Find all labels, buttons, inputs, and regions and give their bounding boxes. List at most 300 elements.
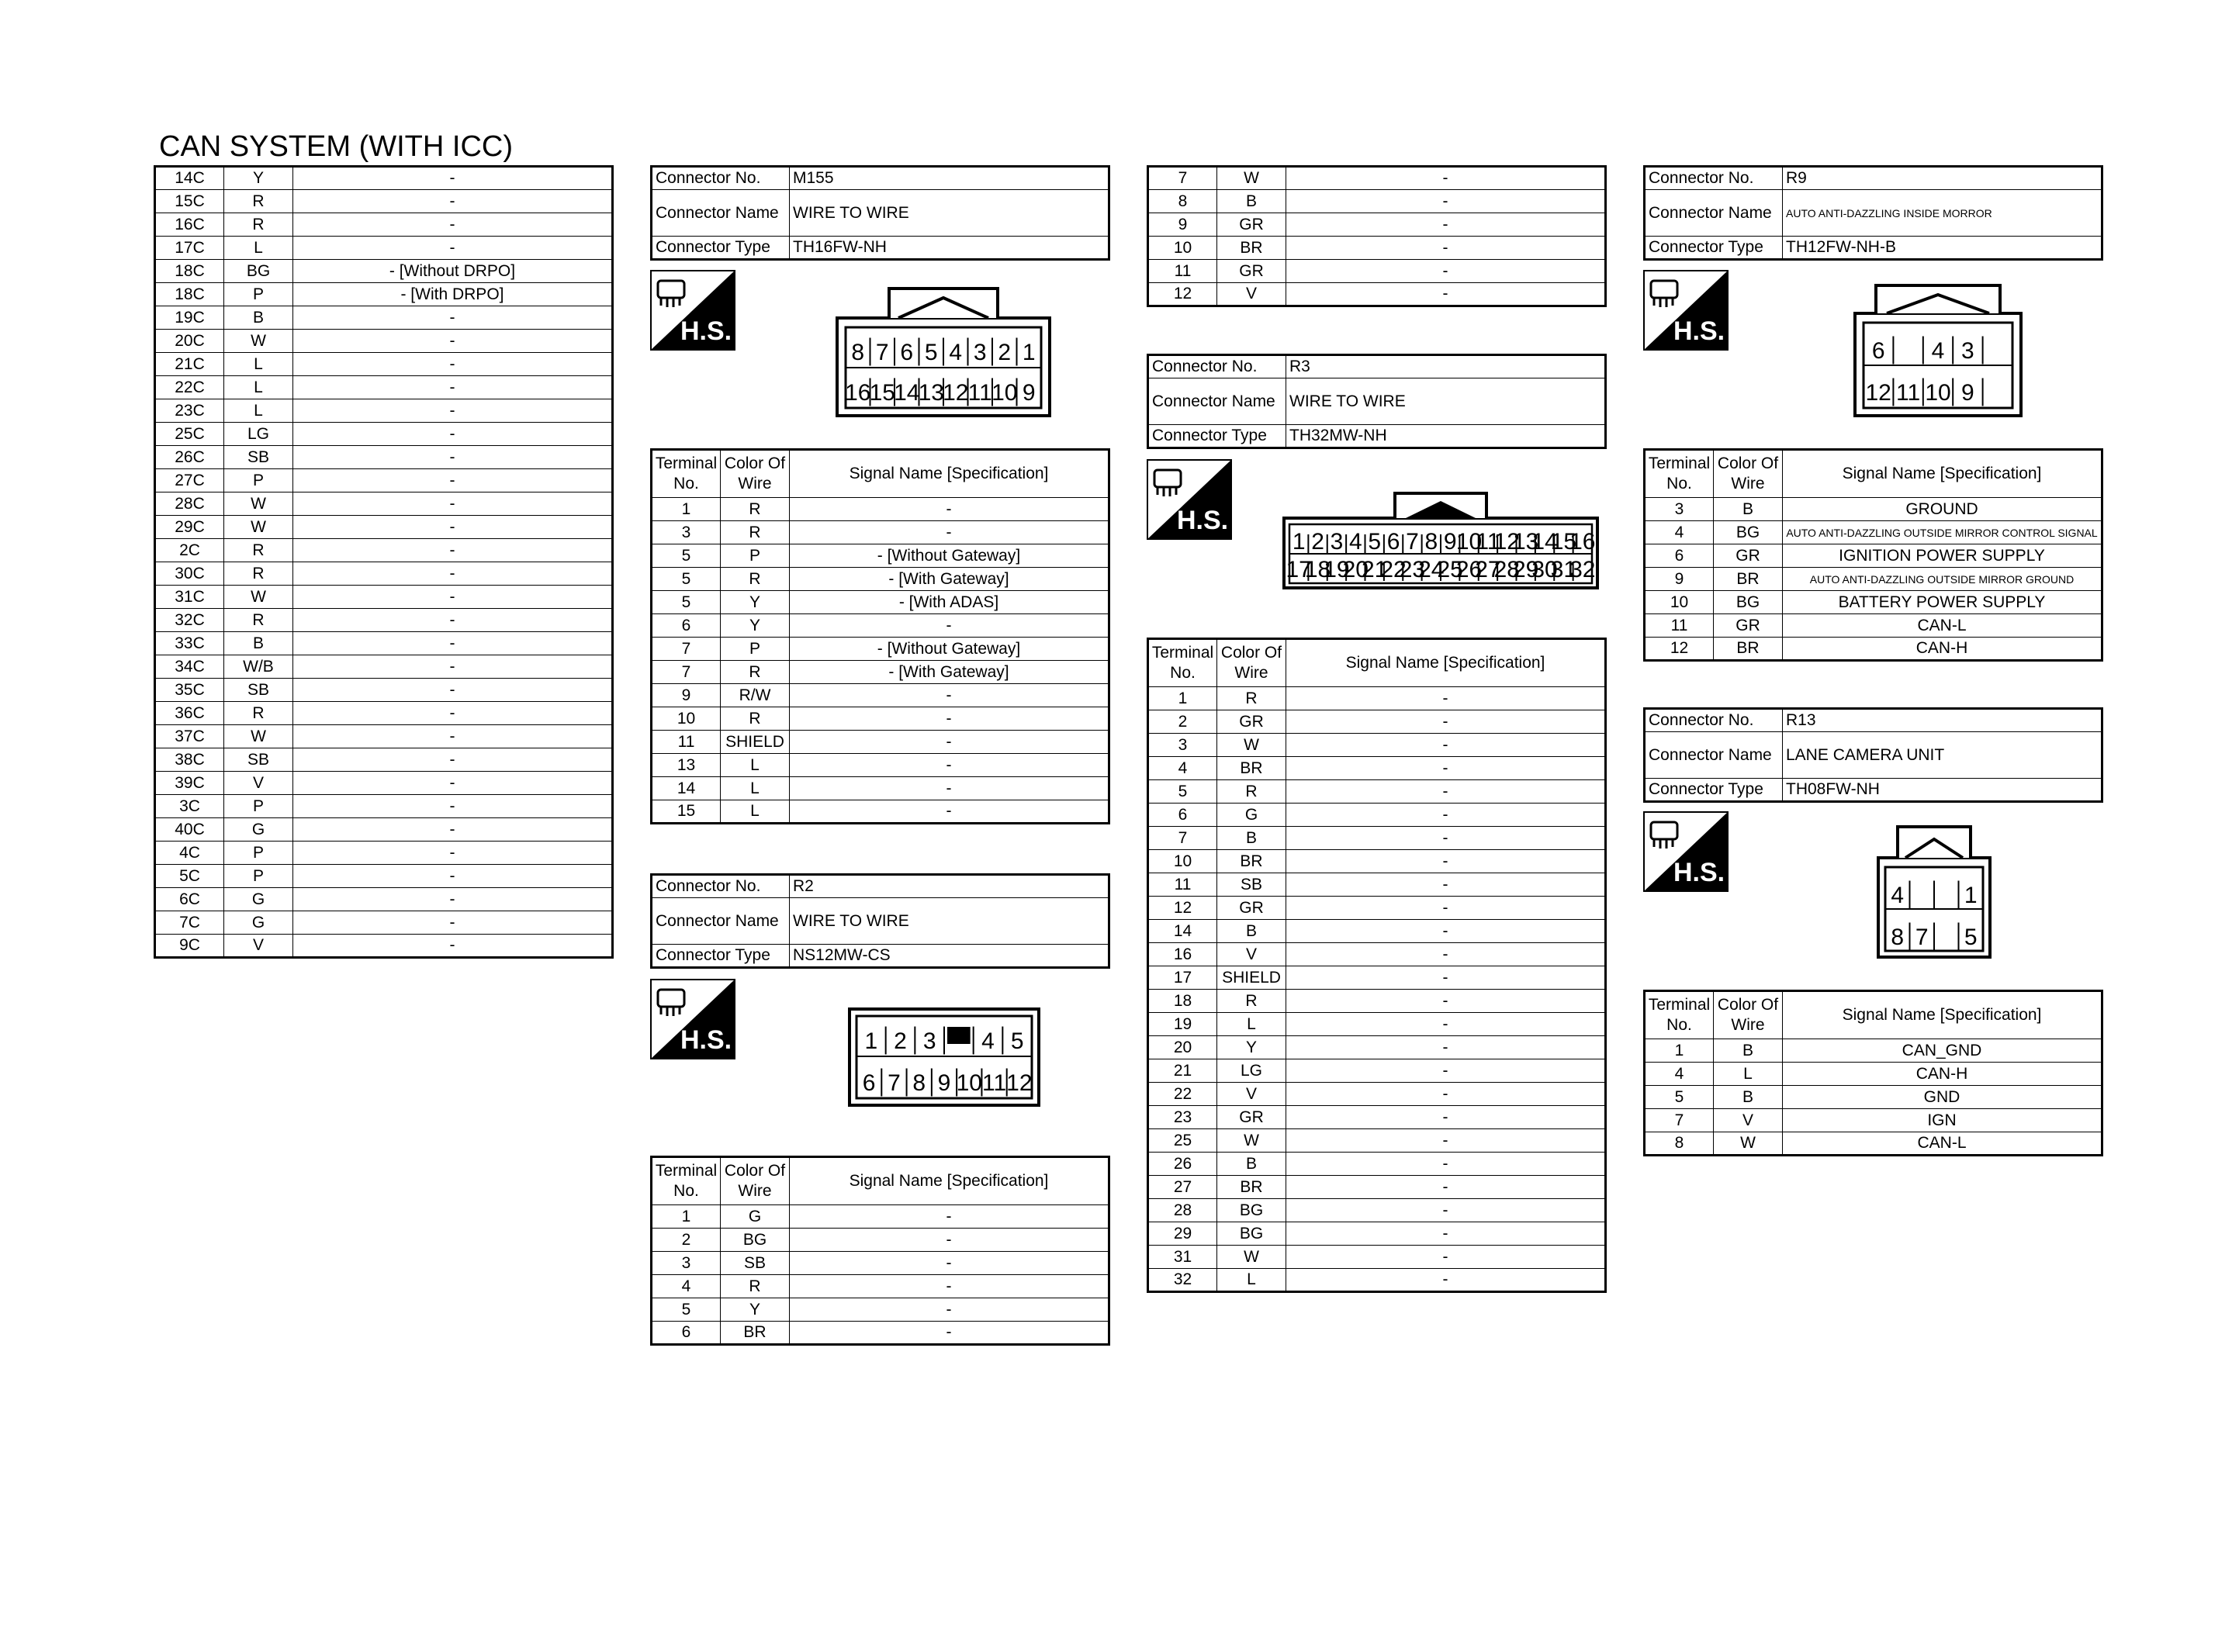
color-cell: R/W: [721, 684, 790, 707]
hs-label: H.S.: [1673, 316, 1725, 346]
signal-cell: GND: [1783, 1086, 2102, 1109]
signal-cell: -: [1286, 873, 1606, 897]
connector-pin-label: 11: [1896, 380, 1921, 406]
terminal-cell: 17: [1148, 966, 1217, 990]
hs-icon: [1643, 811, 1729, 892]
terminal-cell: 4: [1645, 521, 1714, 544]
color-cell: L: [721, 800, 790, 824]
table-row: [1645, 591, 2102, 614]
connector-pin-label: 7: [875, 340, 889, 365]
connector-pin-label: 14: [1531, 529, 1558, 555]
table-row: [1148, 1083, 1606, 1106]
connector-pin-label: 18: [1304, 557, 1331, 582]
signal-name-header: Signal Name [Specification]: [1783, 991, 2102, 1039]
signal-cell: -: [293, 539, 613, 562]
color-cell: SB: [721, 1252, 790, 1275]
color-cell: GR: [1217, 710, 1286, 734]
signal-cell: CAN-H: [1783, 638, 2102, 661]
connector-pin-label: 9: [1961, 380, 1974, 406]
table-row: [1645, 544, 2102, 568]
color-cell: W: [224, 492, 293, 516]
signal-cell: -: [293, 679, 613, 702]
signal-cell: -: [790, 777, 1109, 800]
terminal-cell: 6: [1645, 544, 1714, 568]
table-row: [155, 446, 613, 469]
color-cell: V: [1217, 1083, 1286, 1106]
connector-pin-label: 2: [1311, 529, 1324, 555]
color-cell: G: [721, 1205, 790, 1229]
table-row: [652, 638, 1109, 661]
color-cell: R: [224, 562, 293, 586]
connector-pin-label: 21: [1362, 557, 1388, 582]
signal-cell: IGN: [1783, 1109, 2102, 1132]
connector-pin-label: 22: [1380, 557, 1407, 582]
signal-cell: -: [1286, 1106, 1606, 1129]
signal-cell: -: [293, 237, 613, 260]
color-cell: R: [721, 521, 790, 544]
table-row: [652, 591, 1109, 614]
terminal-cell: 7: [1645, 1109, 1714, 1132]
table-row: [652, 1275, 1109, 1298]
color-of-wire-header: Color Of Wire: [1217, 639, 1286, 687]
color-cell: SB: [224, 748, 293, 772]
table-row: [155, 167, 613, 190]
connector-no-label: Connector No.: [1645, 167, 1783, 190]
terminal-cell: 21C: [155, 353, 224, 376]
signal-cell: -: [293, 632, 613, 655]
connector-pin-label: 26: [1455, 557, 1483, 582]
table-row: [155, 888, 613, 911]
signal-cell: -: [293, 586, 613, 609]
connector-pin-label: 16: [845, 380, 871, 406]
connector-pin-label: 10: [956, 1070, 982, 1096]
terminal-cell: 10: [1645, 591, 1714, 614]
table-row: [1645, 614, 2102, 638]
signal-cell: -: [293, 911, 613, 935]
table-row: [155, 725, 613, 748]
table-row: [1148, 237, 1606, 260]
connector-pin-label: 9: [1022, 380, 1036, 406]
connector-pin-label: 8: [1891, 924, 1905, 950]
terminal-cell: 32: [1148, 1269, 1217, 1292]
terminal-cell: 22C: [155, 376, 224, 399]
color-of-wire-header: Color Of Wire: [721, 450, 790, 498]
table-row: [155, 609, 613, 632]
table-row: [155, 795, 613, 818]
signal-cell: -: [1286, 167, 1606, 190]
table-row: [155, 679, 613, 702]
table-row: [1148, 190, 1606, 213]
terminal-cell: 15: [652, 800, 721, 824]
color-cell: Y: [721, 1298, 790, 1322]
table-row: [155, 748, 613, 772]
color-cell: BG: [1217, 1199, 1286, 1222]
connector-name-label: Connector Name: [652, 190, 790, 237]
connector-m155-diagram: [835, 285, 1052, 419]
table-row: [652, 684, 1109, 707]
signal-cell: -: [1286, 1036, 1606, 1059]
connector-pin-label: 2: [894, 1028, 907, 1054]
connector-r3-diagram: [1282, 490, 1600, 591]
connector-pin-label: 23: [1399, 557, 1426, 582]
color-cell: BG: [721, 1229, 790, 1252]
connector-pin-label: 1: [1964, 883, 1978, 908]
table-row: [1148, 757, 1606, 780]
signal-cell: -: [1286, 827, 1606, 850]
signal-cell: BATTERY POWER SUPPLY: [1783, 591, 2102, 614]
signal-cell: -: [293, 655, 613, 679]
hs-icon: [1643, 270, 1729, 351]
signal-cell: -: [1286, 1222, 1606, 1246]
signal-cell: -: [293, 213, 613, 237]
table-row: [1148, 943, 1606, 966]
color-cell: GR: [1217, 260, 1286, 283]
terminal-cell: 15C: [155, 190, 224, 213]
color-cell: B: [1217, 190, 1286, 213]
connector-no-value: R13: [1783, 709, 2102, 732]
table-row: [652, 1205, 1109, 1229]
terminal-cell: 2: [1148, 710, 1217, 734]
connector-pin-label: 20: [1342, 557, 1369, 582]
connector-pin-label: 6: [1871, 338, 1885, 364]
terminal-cell: 7C: [155, 911, 224, 935]
terminal-cell: 11: [1148, 873, 1217, 897]
connector-no-label: Connector No.: [652, 875, 790, 898]
connector-pin-label: 7: [888, 1070, 901, 1096]
hs-label: H.S.: [1176, 506, 1229, 535]
terminal-table-r2: [650, 1156, 1110, 1346]
connector-type-value: TH08FW-NH: [1783, 779, 2102, 802]
connector-name-value: LANE CAMERA UNIT: [1783, 732, 2102, 779]
connector-info-r9: [1643, 165, 2103, 261]
terminal-cell: 39C: [155, 772, 224, 795]
terminal-cell: 6: [652, 614, 721, 638]
terminal-cell: 16C: [155, 213, 224, 237]
connector-pin-label: 25: [1437, 557, 1463, 582]
color-cell: SB: [224, 679, 293, 702]
connector-pin-label: 32: [1569, 557, 1596, 582]
connector-no-label: Connector No.: [1645, 709, 1783, 732]
signal-cell: -: [790, 1252, 1109, 1275]
color-cell: G: [224, 888, 293, 911]
terminal-cell: 11: [1645, 614, 1714, 638]
signal-cell: -: [293, 748, 613, 772]
terminal-cell: 2C: [155, 539, 224, 562]
table-row: [652, 800, 1109, 824]
color-cell: BR: [1714, 568, 1783, 591]
color-of-wire-header: Color Of Wire: [721, 1157, 790, 1205]
hs-icon: [1147, 459, 1232, 540]
signal-cell: -: [1286, 966, 1606, 990]
page-title: CAN SYSTEM (WITH ICC): [159, 130, 513, 163]
terminal-cell: 1: [1645, 1039, 1714, 1063]
terminal-cell: 29C: [155, 516, 224, 539]
terminal-cell: 3: [1645, 498, 1714, 521]
signal-cell: -: [1286, 1246, 1606, 1269]
connector-pin-label: 9: [937, 1070, 951, 1096]
terminal-cell: 5C: [155, 865, 224, 888]
table-row: [155, 818, 613, 842]
color-cell: GR: [1217, 897, 1286, 920]
connector-pin-label: 24: [1418, 557, 1445, 582]
connector-pin-label: 16: [1569, 529, 1596, 555]
signal-cell: -: [293, 516, 613, 539]
terminal-cell: 26: [1148, 1153, 1217, 1176]
terminal-no-header: Terminal No.: [1148, 639, 1217, 687]
signal-cell: -: [790, 498, 1109, 521]
table-row: [1645, 1086, 2102, 1109]
color-cell: B: [1714, 1086, 1783, 1109]
table-row: [652, 614, 1109, 638]
terminal-table-r13: [1643, 990, 2103, 1156]
table-row: [652, 1298, 1109, 1322]
signal-cell: -: [1286, 260, 1606, 283]
connector-pin-label: 4: [1891, 883, 1905, 908]
connector-pin-label: 1: [1292, 529, 1306, 555]
signal-cell: -: [790, 1275, 1109, 1298]
color-cell: BG: [1217, 1222, 1286, 1246]
terminal-cell: 5: [1148, 780, 1217, 804]
color-cell: GR: [1714, 614, 1783, 638]
color-cell: W: [224, 330, 293, 353]
connector-pin-label: 12: [943, 380, 969, 406]
signal-cell: -: [293, 353, 613, 376]
signal-cell: -: [790, 521, 1109, 544]
connector-type-value: TH12FW-NH-B: [1783, 237, 2102, 260]
connector-pin-label: 11: [981, 1070, 1007, 1096]
terminal-cell: 6: [1148, 804, 1217, 827]
hs-label: H.S.: [680, 1025, 732, 1055]
table-row: [1148, 260, 1606, 283]
connector-type-value: TH32MW-NH: [1286, 425, 1606, 448]
signal-cell: -: [790, 1322, 1109, 1345]
table-row: [1148, 1036, 1606, 1059]
color-cell: LG: [1217, 1059, 1286, 1083]
terminal-cell: 7: [652, 638, 721, 661]
color-cell: Y: [721, 591, 790, 614]
connector-pin-label: 30: [1531, 557, 1558, 582]
table-row: [1148, 897, 1606, 920]
connector-pin-label: 15: [869, 380, 895, 406]
terminal-cell: 8: [1148, 190, 1217, 213]
connector-pin-label: 7: [1406, 529, 1419, 555]
table-row: [155, 190, 613, 213]
signal-cell: -: [293, 865, 613, 888]
color-cell: BG: [224, 260, 293, 283]
table-row: [155, 423, 613, 446]
signal-cell: AUTO ANTI-DAZZLING OUTSIDE MIRROR CONTROL SIGNAL: [1783, 521, 2102, 544]
terminal-cell: 5: [652, 1298, 721, 1322]
connector-info-r13: [1643, 707, 2103, 803]
signal-cell: -: [790, 707, 1109, 731]
table-row: [1645, 498, 2102, 521]
color-cell: R: [224, 609, 293, 632]
connector-pin-label: 12: [1865, 380, 1891, 406]
terminal-cell: 13: [652, 754, 721, 777]
terminal-cell: 3: [652, 1252, 721, 1275]
color-cell: B: [1714, 498, 1783, 521]
signal-cell: -: [293, 842, 613, 865]
terminal-cell: 38C: [155, 748, 224, 772]
table-row: [1148, 780, 1606, 804]
connector-name-label: Connector Name: [1645, 732, 1783, 779]
connector-no-value: M155: [790, 167, 1109, 190]
color-cell: P: [224, 865, 293, 888]
color-cell: W: [224, 516, 293, 539]
color-cell: L: [224, 353, 293, 376]
terminal-cell: 36C: [155, 702, 224, 725]
connector-pin-label: 13: [1513, 529, 1539, 555]
signal-cell: -: [293, 306, 613, 330]
terminal-cell: 33C: [155, 632, 224, 655]
connector-pin-label: 1: [1022, 340, 1036, 365]
table-row: [155, 702, 613, 725]
terminal-cell: 40C: [155, 818, 224, 842]
color-cell: L: [1217, 1013, 1286, 1036]
connector-type-value: NS12MW-CS: [790, 945, 1109, 968]
connector-pin-label: 15: [1550, 529, 1577, 555]
terminal-cell: 10: [1148, 237, 1217, 260]
table-row: [1148, 283, 1606, 306]
color-cell: P: [224, 283, 293, 306]
color-cell: B: [224, 632, 293, 655]
table-row: [652, 731, 1109, 754]
terminal-no-header: Terminal No.: [652, 450, 721, 498]
terminal-cell: 9: [652, 684, 721, 707]
terminal-cell: 1: [652, 1205, 721, 1229]
table-row: [155, 237, 613, 260]
color-cell: SB: [224, 446, 293, 469]
signal-cell: - [With Gateway]: [790, 568, 1109, 591]
signal-cell: -: [293, 795, 613, 818]
terminal-cell: 7: [652, 661, 721, 684]
table-row: [652, 1322, 1109, 1345]
signal-cell: -: [1286, 757, 1606, 780]
signal-cell: -: [790, 1229, 1109, 1252]
connector-pin-label: 8: [912, 1070, 926, 1096]
table-row: [1148, 804, 1606, 827]
color-cell: R: [1217, 687, 1286, 710]
connector-pin-label: 6: [900, 340, 914, 365]
terminal-cell: 28: [1148, 1199, 1217, 1222]
signal-cell: AUTO ANTI-DAZZLING OUTSIDE MIRROR GROUND: [1783, 568, 2102, 591]
connector-no-value: R3: [1286, 355, 1606, 378]
table-row: [155, 772, 613, 795]
signal-cell: -: [293, 469, 613, 492]
color-cell: BR: [721, 1322, 790, 1345]
table-row: [155, 842, 613, 865]
hs-icon: [650, 270, 735, 351]
signal-cell: -: [790, 731, 1109, 754]
connector-no-value: R2: [790, 875, 1109, 898]
table-row: [1148, 1246, 1606, 1269]
signal-name-header: Signal Name [Specification]: [1286, 639, 1606, 687]
color-cell: BR: [1217, 237, 1286, 260]
table-row: [1148, 1153, 1606, 1176]
color-cell: V: [224, 772, 293, 795]
color-cell: G: [224, 911, 293, 935]
signal-cell: -: [293, 446, 613, 469]
connector-pin-label: 5: [1010, 1028, 1024, 1054]
signal-cell: -: [1286, 1199, 1606, 1222]
table-row: [1148, 920, 1606, 943]
color-cell: BR: [1714, 638, 1783, 661]
table-row: [1148, 167, 1606, 190]
table-row: [155, 213, 613, 237]
signal-cell: -: [790, 800, 1109, 824]
terminal-cell: 9: [1645, 568, 1714, 591]
table-row: [1148, 850, 1606, 873]
table-row: [155, 865, 613, 888]
terminal-cell: 25: [1148, 1129, 1217, 1153]
table-row: [155, 632, 613, 655]
signal-name-header: Signal Name [Specification]: [1783, 450, 2102, 498]
color-cell: Y: [1217, 1036, 1286, 1059]
terminal-cell: 4: [652, 1275, 721, 1298]
connector-pin-label: 7: [1915, 924, 1929, 950]
table-row: [652, 707, 1109, 731]
table-row: [652, 661, 1109, 684]
signal-cell: -: [1286, 1153, 1606, 1176]
terminal-cell: 16: [1148, 943, 1217, 966]
terminal-cell: 3C: [155, 795, 224, 818]
terminal-cell: 12: [1148, 283, 1217, 306]
signal-cell: -: [293, 935, 613, 958]
signal-cell: CAN-L: [1783, 1132, 2102, 1156]
connector-r9-diagram: [1853, 282, 2023, 419]
signal-cell: -: [790, 684, 1109, 707]
connector-pin-label: 1: [864, 1028, 878, 1054]
table-row: [155, 492, 613, 516]
table-row: [1148, 1106, 1606, 1129]
table-row: [155, 353, 613, 376]
terminal-cell: 5: [652, 568, 721, 591]
signal-cell: -: [293, 818, 613, 842]
hs-label: H.S.: [1673, 858, 1725, 887]
color-cell: L: [1217, 1269, 1286, 1292]
color-cell: W/B: [224, 655, 293, 679]
color-cell: R: [224, 702, 293, 725]
connector-pin-label: 19: [1324, 557, 1350, 582]
table-row: [1645, 1109, 2102, 1132]
table-row: [155, 260, 613, 283]
signal-cell: -: [1286, 283, 1606, 306]
connector-type-label: Connector Type: [652, 237, 790, 260]
signal-name-header: Signal Name [Specification]: [790, 450, 1109, 498]
table-row: [1148, 213, 1606, 237]
color-cell: W: [1217, 1246, 1286, 1269]
connector-pin-label: 8: [851, 340, 865, 365]
color-cell: W: [224, 725, 293, 748]
color-cell: P: [721, 638, 790, 661]
terminal-cell: 2: [652, 1229, 721, 1252]
terminal-cell: 5: [652, 591, 721, 614]
table-row: [1148, 1013, 1606, 1036]
connector-no-value: R9: [1783, 167, 2102, 190]
color-cell: W: [1217, 167, 1286, 190]
color-cell: B: [1217, 827, 1286, 850]
table-row: [652, 1229, 1109, 1252]
signal-cell: CAN_GND: [1783, 1039, 2102, 1063]
signal-cell: -: [293, 888, 613, 911]
signal-cell: -: [293, 725, 613, 748]
color-cell: L: [721, 777, 790, 800]
terminal-no-header: Terminal No.: [652, 1157, 721, 1205]
terminal-cell: 18: [1148, 990, 1217, 1013]
hs-icon: [650, 979, 735, 1059]
color-cell: BG: [1714, 591, 1783, 614]
connector-type-label: Connector Type: [1645, 237, 1783, 260]
